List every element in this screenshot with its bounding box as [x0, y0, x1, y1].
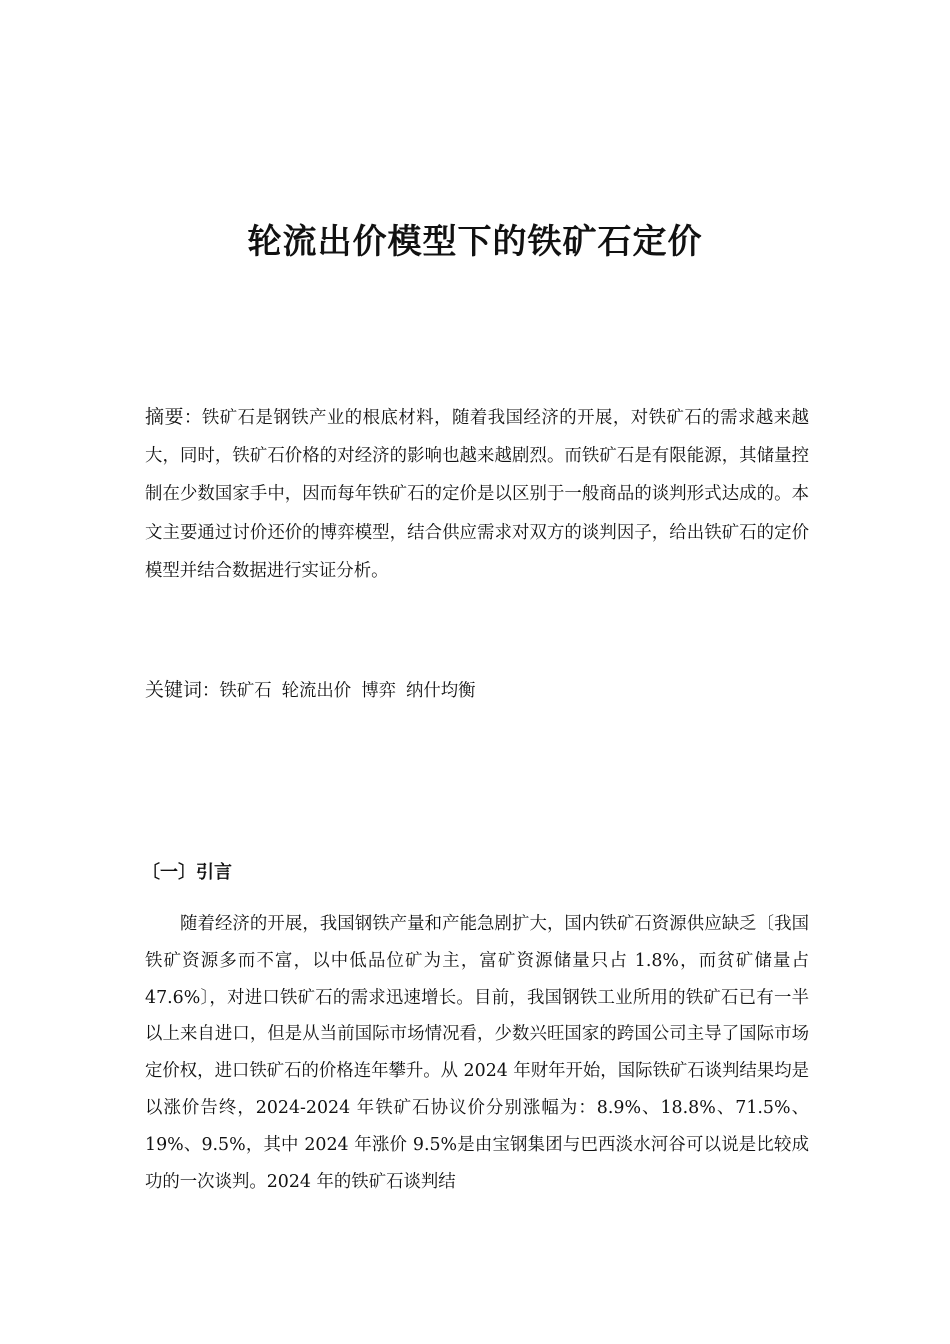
abstract — [145, 398, 809, 590]
abstract-separator: ： — [183, 408, 202, 428]
keyword: 轮流出价 — [281, 681, 352, 701]
section-heading: 〔一〕引言 — [142, 862, 232, 883]
paper-title: 轮流出价模型下的铁矿石定价 — [247, 222, 703, 262]
section-body: 随着经济的开展，我国钢铁产量和产能急剧扩大，国内铁矿石资源供应缺乏〔我国铁矿资源多而不富，以中低品位矿为主，富矿资源储量只占 1.8%，而贫矿储量占 47.6%〕，对进口铁矿石的需求迅速增长。目前，我国钢铁工业所用的铁矿石已有一半以上来自进口，但是从当前国际市场情况看，少数兴旺国家的跨国公司主导了国际市场定价权，进口铁矿石的价格连年攀升。从 2024 年财年开始，国际铁矿石谈判结果均是以涨价告终，2024-2024 年铁矿石协议价分别涨幅为：8.9%、18.8%、71.5%、19%、9.5%，其中 2024 年涨价 9.5%是由宝钢集团与巴西淡水河谷可以说是比较成功的一次谈判。2024 年的铁矿石谈判结 — [145, 914, 809, 1192]
keywords — [145, 672, 809, 710]
keyword: 博弈 — [361, 681, 396, 701]
keyword: 铁矿石 — [219, 681, 272, 701]
keywords-label: 关键词 — [145, 679, 203, 701]
abstract-label: 摘要 — [145, 406, 184, 428]
abstract-text: 铁矿石是钢铁产业的根底材料，随着我国经济的开展，对铁矿石的需求越来越大，同时，铁矿石价格的对经济的影响也越来越剧烈。而铁矿石是有限能源，其储量控制在少数国家手中，因而每年铁矿石的定价是以区别于一般商品的谈判形式达成的。本文主要通过讨价还价的博弈模型，结合供应需求对双方的谈判因子，给出铁矿石的定价模型并结合数据进行实证分析。 — [145, 408, 809, 581]
keyword: 纳什均衡 — [405, 681, 476, 701]
keywords-separator: ： — [202, 681, 220, 701]
